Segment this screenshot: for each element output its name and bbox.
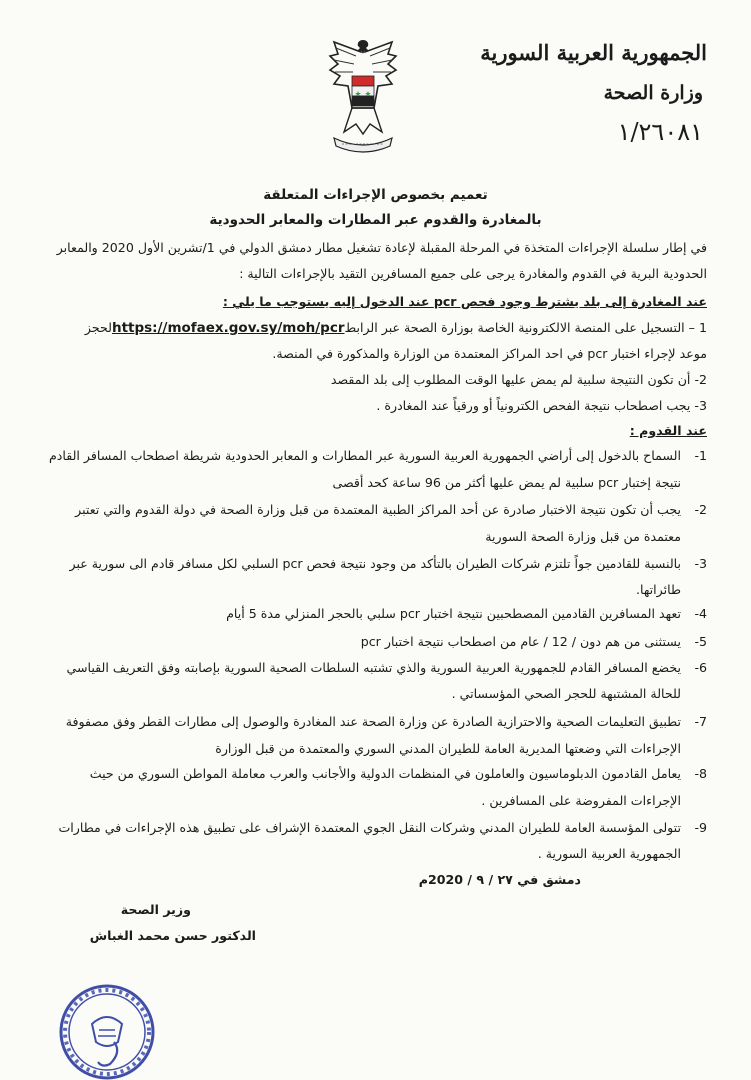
arrival-item-5-num: 5- <box>694 634 707 649</box>
signatory-name: الدكتور حسن محمد الغباش <box>89 928 256 943</box>
departure-item-1-suffix: لحجز <box>84 320 112 335</box>
arrival-item-2-cont: معتمدة من قبل وزارة الصحة السورية <box>485 529 681 544</box>
arrival-item-6-num: 6- <box>694 660 707 675</box>
arrival-item-4: تعهد المسافرين القادمين المصطحبين نتيجة اختبار pcr سلبي بالحجر المنزلي مدة 5 أيام <box>226 606 681 621</box>
arrival-item-3: بالنسبة للقادمين جواً تلتزم شركات الطيران بالتأكد من وجود نتيجة فحص pcr السلبي لكل مسافر قادم الى سورية عبر <box>69 556 681 571</box>
arrival-item-1: السماح بالدخول إلى أراضي الجمهورية العربية السورية عبر المطارات و المعابر الحدودية شريطة اصطحاب المسافر القادم <box>48 448 681 463</box>
arrival-item-7: تطبيق التعليمات الصحية والاحترازية الصادرة عن وزارة الصحة عند المغادرة والوصول إلى مطارات القطر وفق مصفوفة <box>65 714 681 729</box>
arrival-item-7-cont: الإجراءات التي وضعتها المديرية العامة للطيران المدني السوري والمعتمدة من قبل الوزارة <box>215 741 681 756</box>
departure-item-1-cont: موعد لإجراء اختبار pcr في احد المراكز المعتمدة من الوزارة والمذكورة في المنصة. <box>272 346 707 361</box>
arrival-item-4-num: 4- <box>694 606 707 621</box>
circular-title: تعميم بخصوص الإجراءات المتعلقة <box>263 187 488 203</box>
arrival-item-8: يعامل القادمون الدبلوماسيون والعاملون في المنظمات الدولية والأجانب والعرب معاملة المواطن السوري من حيث <box>89 766 681 781</box>
arrival-item-9-cont: الجمهورية العربية السورية . <box>537 846 681 861</box>
departure-item-3: 3- يجب اصطحاب نتيجة الفحص الكترونياً أو ورقياً عند المغادرة . <box>376 398 707 413</box>
arrival-item-7-num: 7- <box>694 714 707 729</box>
pcr-registration-link[interactable]: https://mofaex.gov.sy/moh/pcr <box>111 320 345 336</box>
arrival-item-2-num: 2- <box>694 502 707 517</box>
circular-subtitle: بالمغادرة والقدوم عبر المطارات والمعابر الحدودية <box>209 212 542 228</box>
country-name: الجمهورية العربية السورية <box>480 40 707 65</box>
official-stamp <box>52 972 162 1080</box>
ministry-name: وزارة الصحة <box>603 82 703 104</box>
arrival-item-1-num: 1- <box>694 448 707 463</box>
issue-date: دمشق في ٢٧ / ٩ / 2020م <box>418 872 581 887</box>
arrival-item-6: يخضع المسافر القادم للجمهورية العربية السورية والذي تشتبه السلطات الصحية السورية بإصابته وفق التعريف القياسي <box>66 660 681 675</box>
arrival-item-3-cont: طائراتها. <box>636 582 681 597</box>
intro-line-2: الحدودية البرية في القدوم والمغادرة يرجى على جميع المسافرين التقيد بالإجراءات التالية : <box>239 266 707 281</box>
document-number: ١/٢٦٠٨١ <box>617 118 703 146</box>
departure-item-1-text: 1 – التسجيل على المنصة الالكترونية الخاصة بوزارة الصحة عبر الرابط <box>344 320 707 335</box>
arrival-item-8-num: 8- <box>694 766 707 781</box>
departure-item-1 <box>85 320 707 336</box>
arrival-item-9-num: 9- <box>694 820 707 835</box>
signatory-title: وزير الصحة <box>120 902 191 917</box>
arrival-heading: عند القدوم : <box>629 423 707 438</box>
arrival-item-8-cont: الإجراءات المفروضة على المسافرين . <box>481 793 681 808</box>
arrival-item-1-cont: نتيجة إختبار pcr سلبية لم يمض عليها أكثر من 96 ساعة كحد أقصى <box>332 475 681 490</box>
departure-item-2: 2- أن تكون النتيجة سلبية لم يمض عليها الوقت المطلوب إلى بلد المقصد <box>330 372 707 387</box>
arrival-item-2: يجب أن تكون نتيجة الاختبار صادرة عن أحد المراكز الطبية المعتمدة من قبل وزارة الصحة في دولة القدوم والتي تعتبر <box>75 502 681 517</box>
departure-heading: عند المغادرة إلى بلد يشترط وجود فحص pcr عند الدخول إليه يستوجب ما يلي : <box>222 294 707 309</box>
arrival-item-3-num: 3- <box>694 556 707 571</box>
arrival-item-6-cont: للحالة المشتبهة للحجر الصحي المؤسساتي . <box>451 686 681 701</box>
arrival-item-9: تتولى المؤسسة العامة للطيران المدني وشركات النقل الجوي المعتمدة الإشراف على تطبيق هذه الإجراءات في مطارات <box>58 820 681 835</box>
syrian-eagle-emblem <box>326 34 400 158</box>
arrival-item-5: يستثنى من هم دون / 12 / عام من اصطحاب نتيجة اختبار pcr <box>360 634 681 649</box>
intro-line-1: في إطار سلسلة الإجراءات المتخذة في المرحلة المقبلة لإعادة تشغيل مطار دمشق الدولي في 1/تشرين الأول 2020 والمعابر <box>56 240 707 255</box>
